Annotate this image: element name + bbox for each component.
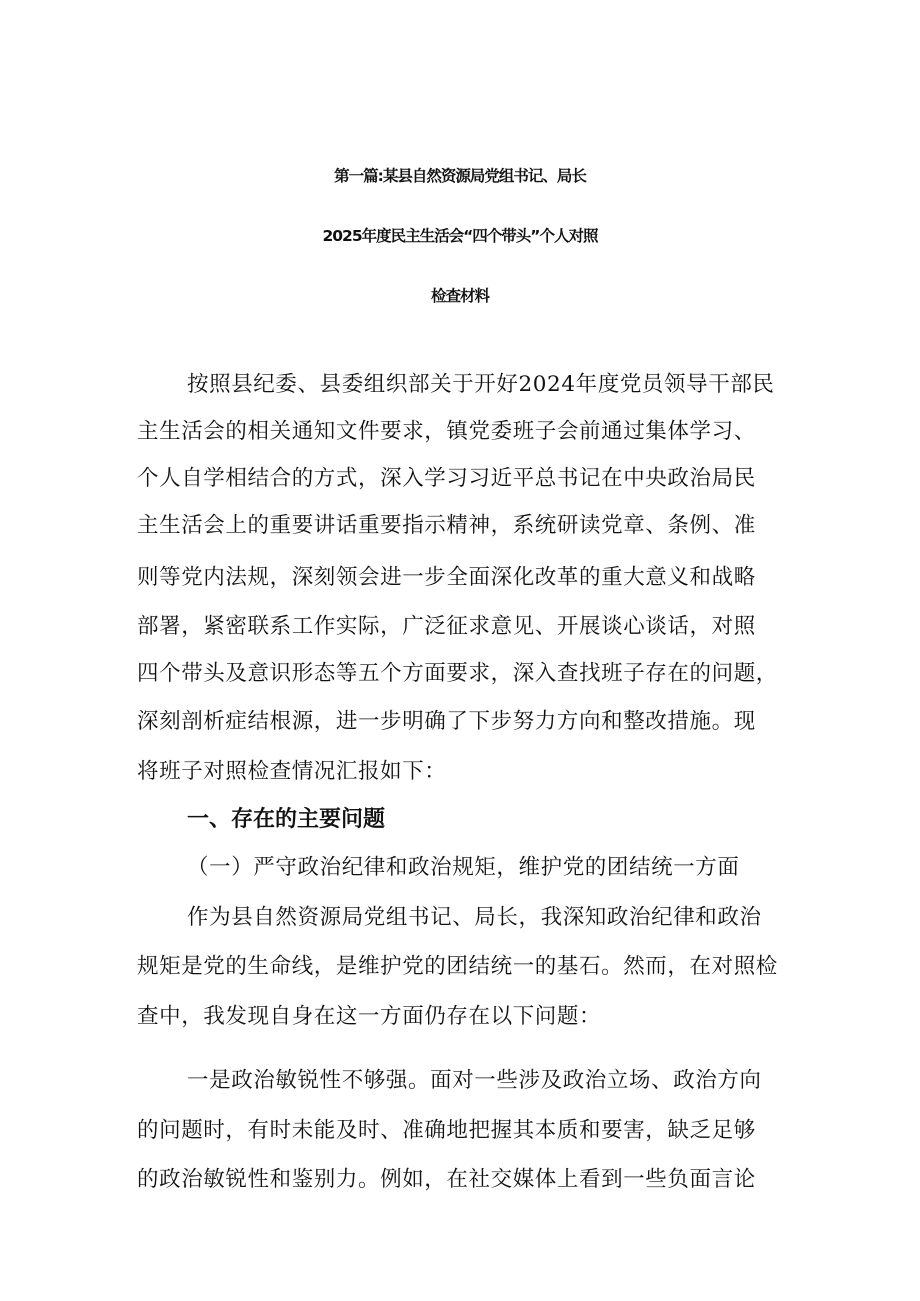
subsection-paragraph-line: 作为县自然资源局党组书记、局长，我深知政治纪律和政治 [187, 905, 762, 930]
point-paragraph-line: 的政治敏锐性和鉴别力。例如，在社交媒体上看到一些负面言论 [137, 1167, 756, 1192]
intro-paragraph-line: 四个带头及意识形态等五个方面要求，深入查找班子存在的问题， [137, 661, 778, 686]
intro-paragraph-line: 将班子对照检查情况汇报如下： [137, 759, 447, 784]
subsection-paragraph-line: 规矩是党的生命线，是维护党的团结统一的基石。然而，在对照检 [137, 954, 778, 979]
intro-paragraph-line: 则等党内法规，深刻领会进一步全面深化改革的重大意义和战略 [137, 565, 756, 590]
intro-paragraph-line: 主生活会上的重要讲话重要指示精神，系统研读党章、条例、准 [137, 513, 756, 538]
document-title-line-2: 2025年度民主生活会“四个带头”个人对照 [322, 227, 598, 245]
intro-paragraph-line: 深刻剖析症结根源，进一步明确了下步努力方向和整改措施。现 [137, 709, 756, 734]
intro-paragraph-line: 部署，紧密联系工作实际，广泛征求意见、开展谈心谈话，对照 [137, 614, 756, 639]
point-paragraph-line: 的问题时，有时未能及时、准确地把握其本质和要害，缺乏足够 [137, 1118, 756, 1143]
intro-paragraph-line: 按照县纪委、县委组织部关于开好2024年度党员领导干部民 [187, 372, 775, 397]
subsection-paragraph-line: 查中，我发现自身在这一方面仍存在以下问题： [137, 1004, 602, 1029]
section-heading: 一、存在的主要问题 [187, 807, 386, 832]
document-title-line-3: 检查材料 [430, 287, 489, 305]
document-title-line-1: 第一篇:某县自然资源局党组书记、局长 [334, 167, 586, 185]
subsection-heading: （一）严守政治纪律和政治规矩，维护党的团结统一方面 [187, 855, 740, 880]
intro-paragraph-line: 主生活会的相关通知文件要求，镇党委班子会前通过集体学习、 [137, 419, 756, 444]
intro-paragraph-line: 个人自学相结合的方式，深入学习习近平总书记在中央政治局民 [137, 466, 756, 491]
point-paragraph-line: 一是政治敏锐性不够强。面对一些涉及政治立场、政治方向 [187, 1068, 762, 1093]
